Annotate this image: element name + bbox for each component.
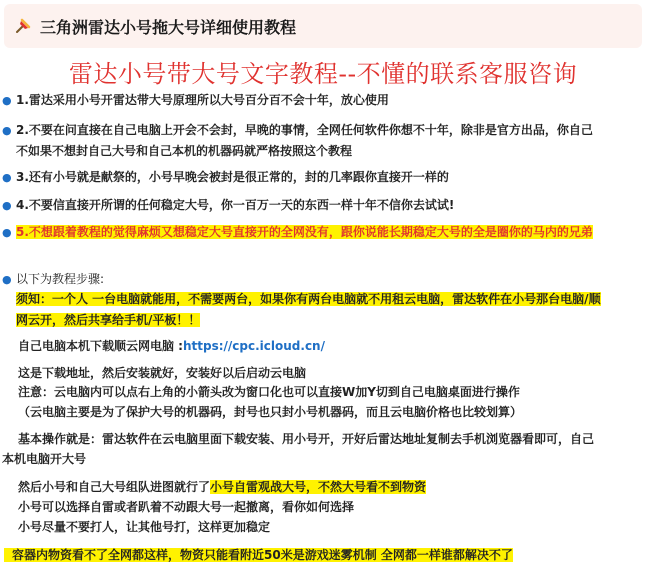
footer-highlight: 容器内物资看不了全网都这样，物资只能看附近50米是游戏迷雾机制 全网都一样谁都解决不了 (4, 548, 513, 562)
notice-highlight-continued: 网云开，然后共享给手机/平板！！ (16, 313, 201, 327)
list-item: 3.还有小号就是献祭的，小号早晚会被封是很正常的，封的几率跟你直接开一样的 (16, 170, 449, 184)
notice-highlight: 须知：一个人 一台电脑就能用，不需要两台，如果你有两台电脑就不用租云电脑，雷达软件在小号那台电脑/顺 (16, 292, 601, 306)
list-item: 2.不要在问直接在自己电脑上开会不会封，早晚的事情，全网任何软件你想不十年，除非是官方出品，你自己 (16, 123, 593, 137)
bullet-dot: ● (2, 199, 12, 212)
paren-note-text: （云电脑主要是为了保护大号的机器码，封号也只封小号机器码，而且云电脑价格也比较划算） (18, 405, 523, 419)
footer-line (4, 546, 513, 565)
bullet-dot: ● (2, 171, 12, 184)
team-text: 然后小号和自己大号组队进图就行了 (18, 480, 211, 494)
notice-line-continued (16, 311, 200, 330)
highlighted-warning-text: 5.不想跟着教程的觉得麻烦又想稳定大号直接开的全网没有，跟你说能长期稳定大号的全是圈你的马内的兄弟 (16, 225, 593, 239)
download-label: 自己电脑本机下载顺云网电脑 : (18, 339, 183, 353)
team-line (18, 478, 426, 497)
bullet-dot: ● (2, 124, 12, 137)
download-link[interactable]: https://cpc.icloud.cn/ (182, 339, 325, 353)
list-item-continued: 不如果不想封自己大号和自己本机的机器码就严格按照这个教程 (16, 144, 353, 158)
bullet-dot: ● (2, 226, 12, 239)
page-title: 三角洲雷达小号拖大号详细使用教程 (40, 17, 297, 37)
bullet-dot: ● (2, 273, 12, 286)
steps-intro: 以下为教程步骤: (16, 272, 105, 286)
basic-operation-text-continued: 本机电脑开大号 (2, 452, 87, 466)
team-highlight: 小号自雷观战大号，不然大号看不到物资 (210, 480, 427, 494)
notice-line (16, 290, 601, 309)
header-bar (4, 4, 642, 48)
option-text: 小号可以选择自雷或者趴着不动跟大号一起撤离，看你如何选择 (18, 500, 355, 514)
list-item-warning (16, 223, 593, 242)
avoid-text: 小号尽量不要打人，让其他号打，这样更加稳定 (18, 520, 271, 534)
basic-operation-text: 基本操作就是：雷达软件在云电脑里面下载安装、用小号开，开好后雷达地址复制去手机浏览器看即可，自己 (18, 432, 595, 446)
install-text: 这是下载地址，然后安装就好，安装好以后启动云电脑 (18, 366, 307, 380)
bullet-dot: ● (2, 94, 12, 107)
download-line (18, 337, 325, 356)
list-item: 4.不要信直接开所谓的任何稳定大号，你一百万一天的东西一样十年不信你去试试! (16, 198, 455, 212)
pin-icon (14, 17, 32, 35)
note-text: 注意：云电脑内可以点右上角的小箭头改为窗口化也可以直接W加Y切到自己电脑桌面进行操作 (18, 385, 520, 399)
tutorial-subtitle: 雷达小号带大号文字教程--不懂的联系客服咨询 (68, 60, 578, 88)
list-item: 1.雷达采用小号开雷达带大号原理所以大号百分百不会十年，放心使用 (16, 93, 389, 107)
